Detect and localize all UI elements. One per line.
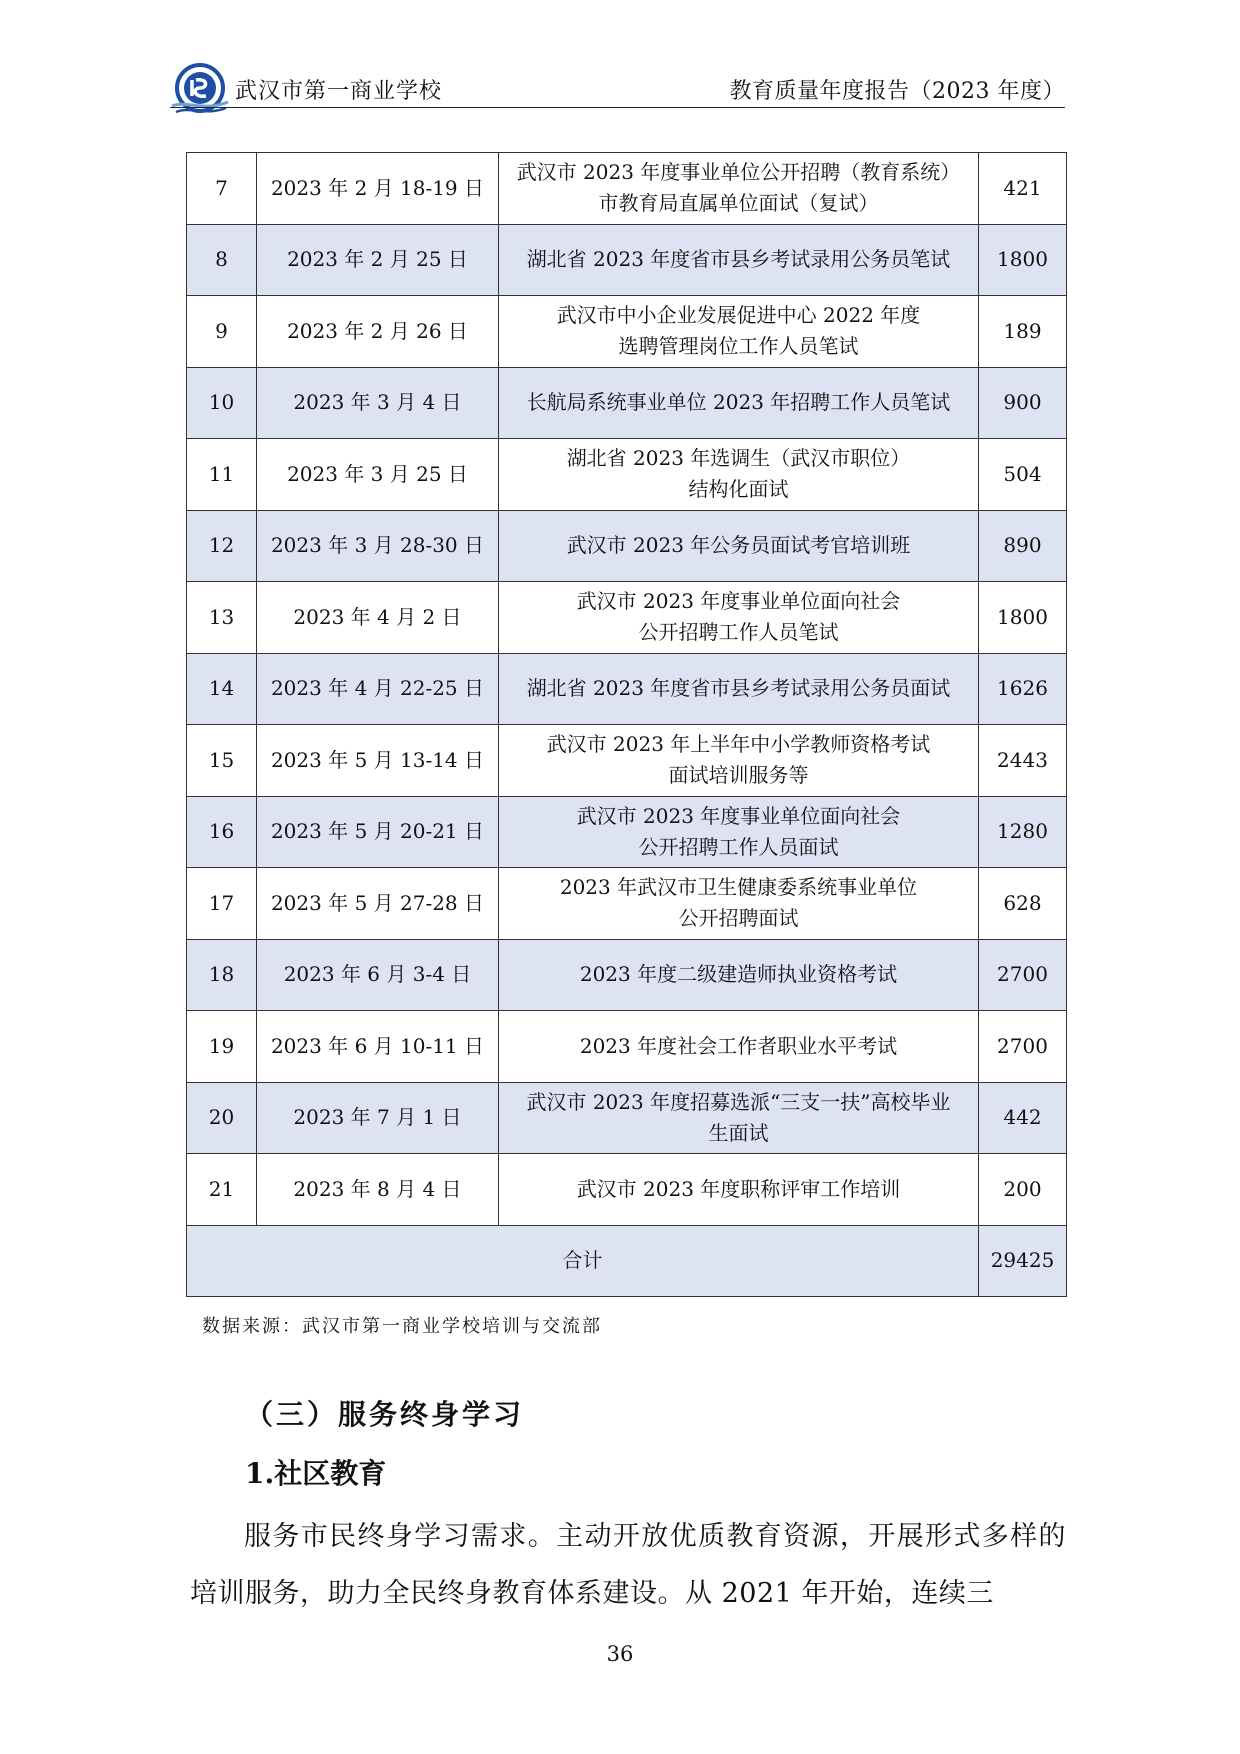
row-project bbox=[499, 224, 979, 296]
row-date: 2023 年 2 月 25 日 bbox=[257, 224, 499, 296]
table-row bbox=[187, 1154, 1067, 1226]
row-project bbox=[499, 367, 979, 439]
row-number: 18 bbox=[187, 939, 257, 1011]
row-date: 2023 年 5 月 27-28 日 bbox=[257, 868, 499, 940]
row-number: 9 bbox=[187, 296, 257, 368]
row-count: 504 bbox=[979, 439, 1067, 511]
row-number: 14 bbox=[187, 653, 257, 725]
total-value: 29425 bbox=[979, 1225, 1067, 1297]
row-date: 2023 年 5 月 20-21 日 bbox=[257, 796, 499, 868]
row-number: 13 bbox=[187, 582, 257, 654]
page-number: 36 bbox=[606, 1642, 634, 1666]
row-count: 200 bbox=[979, 1154, 1067, 1226]
project-line: 生面试 bbox=[708, 1120, 769, 1145]
project-line: 选聘管理岗位工作人员笔试 bbox=[618, 334, 859, 359]
subsection-heading: 1.社区教育 bbox=[245, 1457, 387, 1490]
row-number: 19 bbox=[187, 1011, 257, 1083]
project-line: 武汉市 2023 年度事业单位公开招聘（教育系统） bbox=[516, 160, 961, 185]
row-number: 7 bbox=[187, 153, 257, 225]
row-project bbox=[499, 868, 979, 940]
project-line: 2023 年武汉市卫生健康委系统事业单位 bbox=[559, 875, 918, 900]
table-row bbox=[187, 224, 1067, 296]
row-date: 2023 年 8 月 4 日 bbox=[257, 1154, 499, 1226]
row-number: 12 bbox=[187, 510, 257, 582]
row-date: 2023 年 4 月 22-25 日 bbox=[257, 653, 499, 725]
project-line: 武汉市 2023 年度招募选派“三支一扶”高校毕业 bbox=[526, 1089, 951, 1114]
row-count: 1626 bbox=[979, 653, 1067, 725]
row-count: 442 bbox=[979, 1082, 1067, 1154]
row-number: 8 bbox=[187, 224, 257, 296]
row-date: 2023 年 6 月 3-4 日 bbox=[257, 939, 499, 1011]
row-number: 11 bbox=[187, 439, 257, 511]
row-date: 2023 年 6 月 10-11 日 bbox=[257, 1011, 499, 1083]
row-count: 1280 bbox=[979, 796, 1067, 868]
row-project bbox=[499, 1154, 979, 1226]
table-row bbox=[187, 367, 1067, 439]
project-line: 湖北省 2023 年选调生（武汉市职位） bbox=[566, 446, 911, 471]
table-total-row bbox=[187, 1225, 1067, 1297]
section-heading: （三）服务终身学习 bbox=[245, 1398, 525, 1431]
row-project bbox=[499, 1011, 979, 1083]
row-date: 2023 年 2 月 26 日 bbox=[257, 296, 499, 368]
table-row bbox=[187, 1011, 1067, 1083]
row-number: 20 bbox=[187, 1082, 257, 1154]
paragraph-text: 服务市民终身学习需求。主动开放优质教育资源，开展形式多样的培训服务，助力全民终身教育体系建设。从 2021 年开始，连续三 bbox=[190, 1521, 1066, 1609]
body-paragraph bbox=[190, 1508, 1066, 1622]
project-line: 2023 年度二级建造师执业资格考试 bbox=[579, 962, 898, 987]
row-date: 2023 年 2 月 18-19 日 bbox=[257, 153, 499, 225]
row-date: 2023 年 4 月 2 日 bbox=[257, 582, 499, 654]
header-rule bbox=[170, 107, 1065, 108]
row-date: 2023 年 3 月 28-30 日 bbox=[257, 510, 499, 582]
row-number: 17 bbox=[187, 868, 257, 940]
row-number: 21 bbox=[187, 1154, 257, 1226]
report-title: 教育质量年度报告（2023 年度） bbox=[729, 79, 1065, 104]
row-date: 2023 年 5 月 13-14 日 bbox=[257, 725, 499, 797]
row-date: 2023 年 7 月 1 日 bbox=[257, 1082, 499, 1154]
row-number: 15 bbox=[187, 725, 257, 797]
table-row bbox=[187, 796, 1067, 868]
table-row bbox=[187, 653, 1067, 725]
page-header bbox=[170, 62, 1065, 110]
project-line: 武汉市 2023 年度事业单位面向社会 bbox=[576, 589, 901, 614]
table-row bbox=[187, 1082, 1067, 1154]
row-project bbox=[499, 153, 979, 225]
row-number: 10 bbox=[187, 367, 257, 439]
row-date: 2023 年 3 月 25 日 bbox=[257, 439, 499, 511]
row-count: 2700 bbox=[979, 939, 1067, 1011]
row-project bbox=[499, 1082, 979, 1154]
row-project bbox=[499, 796, 979, 868]
project-line: 武汉市 2023 年度事业单位面向社会 bbox=[576, 803, 901, 828]
school-name: 武汉市第一商业学校 bbox=[235, 79, 443, 104]
training-table bbox=[186, 152, 1067, 1297]
project-line: 长航局系统事业单位 2023 年招聘工作人员笔试 bbox=[526, 390, 951, 415]
project-line: 2023 年度社会工作者职业水平考试 bbox=[579, 1033, 898, 1058]
row-project bbox=[499, 510, 979, 582]
row-count: 628 bbox=[979, 868, 1067, 940]
row-count: 2700 bbox=[979, 1011, 1067, 1083]
row-project bbox=[499, 582, 979, 654]
table-row bbox=[187, 296, 1067, 368]
project-line: 公开招聘工作人员面试 bbox=[638, 834, 839, 859]
table-row bbox=[187, 582, 1067, 654]
project-line: 市教育局直属单位面试（复试） bbox=[598, 191, 879, 216]
project-line: 湖北省 2023 年度省市县乡考试录用公务员笔试 bbox=[526, 247, 951, 272]
project-line: 武汉市中小企业发展促进中心 2022 年度 bbox=[556, 303, 921, 328]
data-source-note: 数据来源：武汉市第一商业学校培训与交流部 bbox=[202, 1316, 602, 1337]
row-count: 421 bbox=[979, 153, 1067, 225]
row-date: 2023 年 3 月 4 日 bbox=[257, 367, 499, 439]
row-project bbox=[499, 939, 979, 1011]
row-project bbox=[499, 296, 979, 368]
row-count: 2443 bbox=[979, 725, 1067, 797]
table-row bbox=[187, 510, 1067, 582]
row-count: 1800 bbox=[979, 582, 1067, 654]
row-project bbox=[499, 439, 979, 511]
table-row bbox=[187, 439, 1067, 511]
project-line: 武汉市 2023 年上半年中小学教师资格考试 bbox=[546, 732, 931, 757]
total-label: 合计 bbox=[187, 1225, 979, 1297]
project-line: 武汉市 2023 年公务员面试考官培训班 bbox=[566, 533, 911, 558]
table-row bbox=[187, 153, 1067, 225]
row-number: 16 bbox=[187, 796, 257, 868]
row-count: 1800 bbox=[979, 224, 1067, 296]
project-line: 武汉市 2023 年度职称评审工作培训 bbox=[576, 1176, 901, 1201]
row-count: 900 bbox=[979, 367, 1067, 439]
project-line: 面试培训服务等 bbox=[668, 763, 809, 788]
project-line: 结构化面试 bbox=[688, 477, 789, 502]
row-project bbox=[499, 653, 979, 725]
project-line: 公开招聘工作人员笔试 bbox=[638, 620, 839, 645]
project-line: 公开招聘面试 bbox=[678, 906, 799, 931]
row-count: 890 bbox=[979, 510, 1067, 582]
table-row bbox=[187, 868, 1067, 940]
table-row bbox=[187, 725, 1067, 797]
table-row bbox=[187, 939, 1067, 1011]
row-project bbox=[499, 725, 979, 797]
row-count: 189 bbox=[979, 296, 1067, 368]
project-line: 湖北省 2023 年度省市县乡考试录用公务员面试 bbox=[526, 676, 951, 701]
